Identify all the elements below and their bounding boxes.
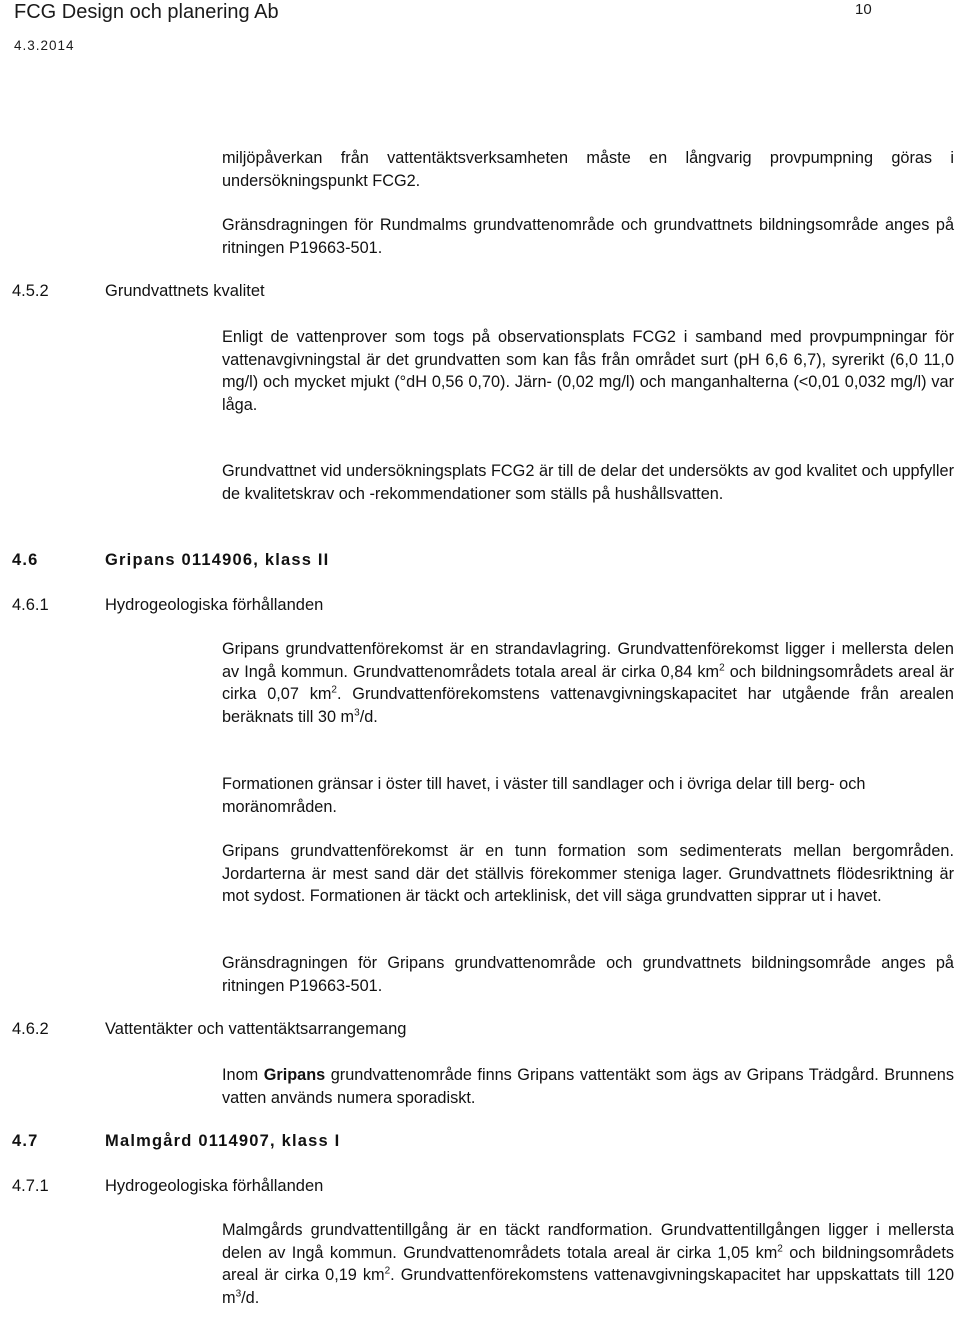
paragraph-vattenprover: Enligt de vattenprover som togs på observationsplats FCG2 i samband med provpumpningar för vattenavgivningstal är det grundvatten som kan fås från området surt (pH 6,6 6,7), syrerikt (6,0 11,0 mg/l) och mycket mjukt (°dH 0,56 0,70). Järn- (0,02 mg/l) och manganhalterna (<0,01 0,032 mg/l) var låga. <box>222 328 954 414</box>
section-title: Vattentäkter och vattentäktsarrangemang <box>105 1020 407 1038</box>
bold-place-name: Gripans <box>263 1066 326 1084</box>
header-date: 4.3.2014 <box>14 38 75 53</box>
section-number: 4.5.2 <box>12 282 49 300</box>
paragraph-gransdragning-rundmalm: Gränsdragningen för Rundmalms grundvattenområde och grundvattnets bildningsområde anges på ritningen P19663-501. <box>222 216 954 257</box>
section-number: 4.7 <box>12 1132 39 1150</box>
page-number: 10 <box>855 1 872 18</box>
section-number: 4.6.1 <box>12 596 49 614</box>
section-title: Malmgård 0114907, klass I <box>105 1132 341 1150</box>
section-title: Hydrogeologiska förhållanden <box>105 596 324 614</box>
section-title: Grundvattnets kvalitet <box>105 282 265 300</box>
paragraph-kvalitet: Grundvattnet vid undersökningsplats FCG2 är till de delar det undersökts av god kvalitet och uppfyller de kvalitetskrav och -rekommendationer som ställs på hushållsvatten. <box>222 462 954 503</box>
paragraph-vattentakt: Inom Gripans grundvattenområde finns Gripans vattentäkt som ägs av Gripans Trädgård. Brunnens vatten används numera sporadiskt. <box>222 1066 954 1107</box>
paragraph-gripans-forekomst: Gripans grundvattenförekomst är en strandavlagring. Grundvattenförekomst ligger i mellersta delen av Ingå kommun. Grundvattenområdets totala areal är cirka 0,84 $km^2$ och bildningsområdets areal är cirka 0,07 $km^2$. Grundvattenförekomstens vattenavgivningskapacitet har utgående från arealen beräknats till 30 $m^3/d$. <box>222 640 954 726</box>
section-number: 4.6 <box>12 551 39 569</box>
section-number: 4.7.1 <box>12 1177 49 1195</box>
paragraph-provpumpning: miljöpåverkan från vattentäktsverksamheten måste en långvarig provpumpning göras i undersökningspunkt FCG2. <box>222 149 954 190</box>
section-title: Hydrogeologiska förhållanden <box>105 1177 324 1195</box>
header-company: FCG Design och planering Ab <box>14 1 279 23</box>
section-number: 4.6.2 <box>12 1020 49 1038</box>
paragraph-gripans-formation: Gripans grundvattenförekomst är en tunn formation som sedimenterats mellan bergområden. Jordarterna är mest sand där det ställvis förekommer steniga lager. Grundvattnets flödesriktning är mot sydost. Formationen är täckt och arteklinisk, det vill säga grundvatten sipprar ut i havet. <box>222 842 954 905</box>
paragraph-formationen: Formationen gränsar i öster till havet, i väster till sandlager och i övriga delar till berg- och moränområden. <box>222 775 866 816</box>
paragraph-gransdragning-gripans: Gränsdragningen för Gripans grundvattenområde och grundvattnets bildningsområde anges på ritningen P19663-501. <box>222 954 954 995</box>
paragraph-malmgard: Malmgårds grundvattentillgång är en täckt randformation. Grundvattentillgången ligger i mellersta delen av Ingå kommun. Grundvattenområdets totala areal är cirka 1,05 $km^2$ och bildningsområdets areal är cirka 0,19 $km^2$. Grundvattenförekomstens vattenavgivningskapacitet har uppskattats till 120 $m^3/d$. <box>222 1221 955 1307</box>
section-title: Gripans 0114906, klass II <box>105 551 330 569</box>
